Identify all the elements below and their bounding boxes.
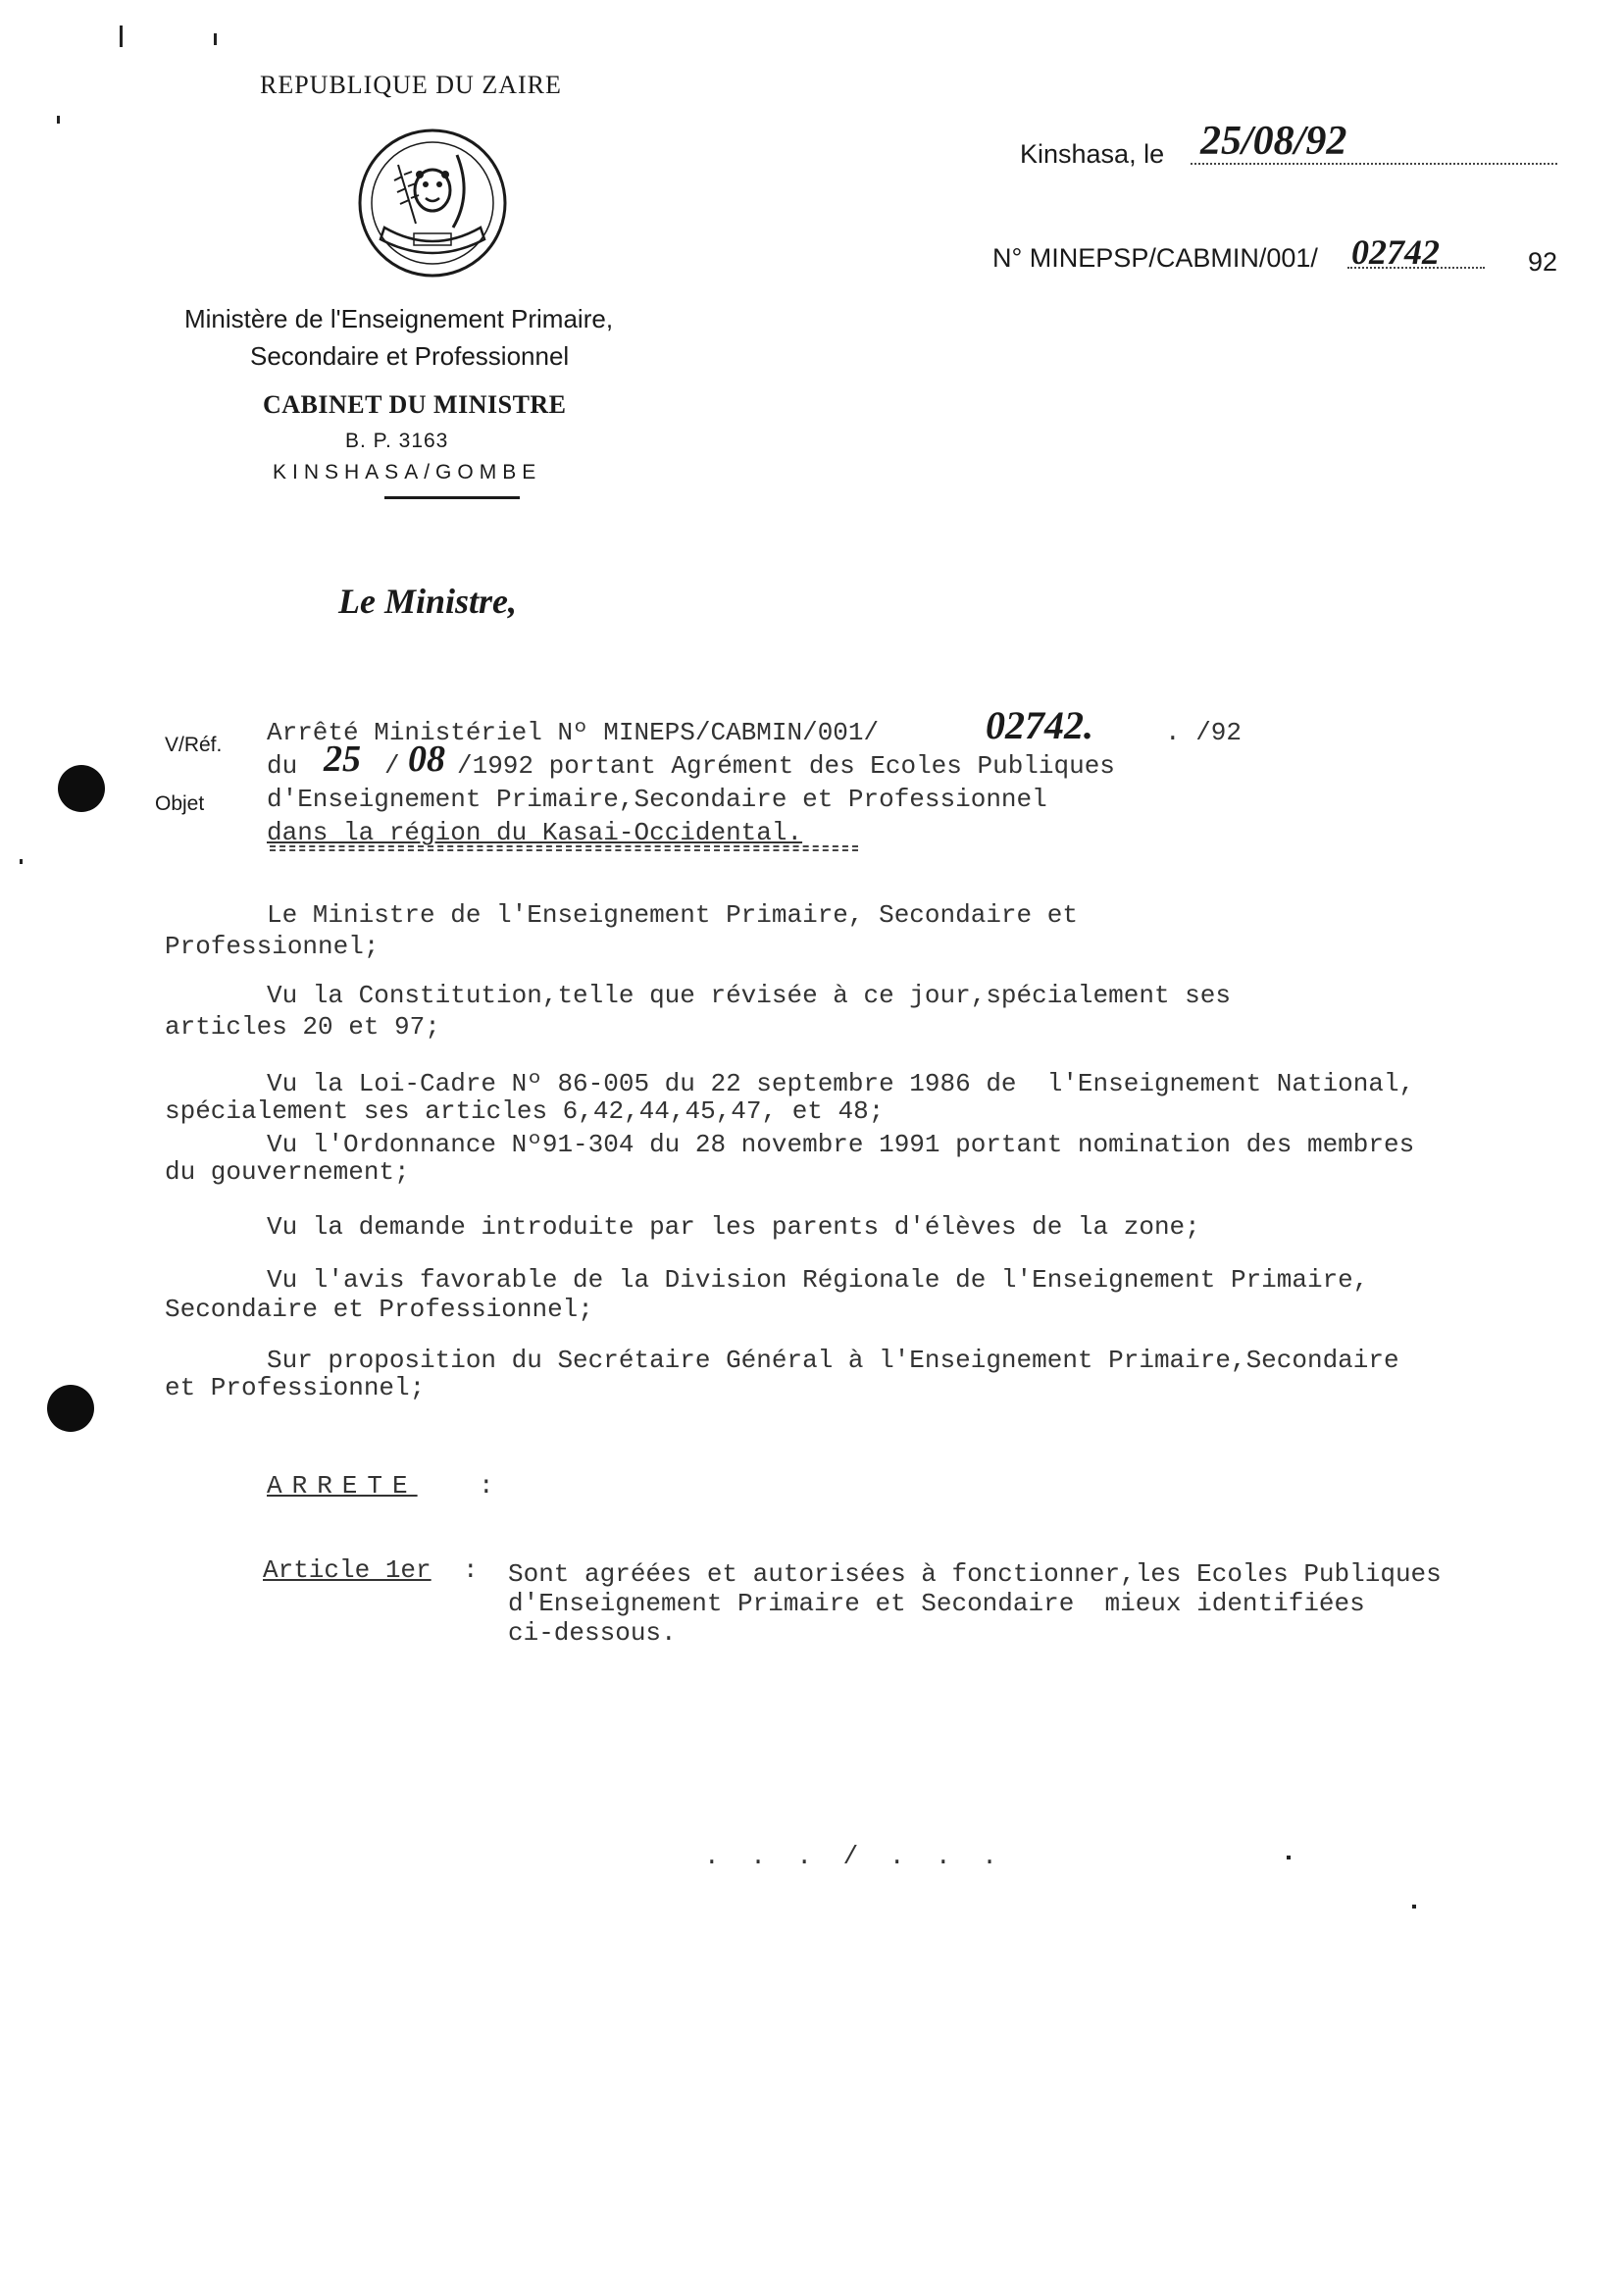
consideration-line: Vu l'Ordonnance Nº91-304 du 28 novembre 1991 portant nomination des membres [267,1130,1415,1159]
vref-label: V/Réf. [165,734,223,756]
consideration-line: Secondaire et Professionnel; [165,1295,593,1324]
scan-speck [214,33,217,45]
arrete-colon: : [479,1471,494,1501]
subject-date-separator: / [384,751,400,781]
article1-colon: : [463,1555,479,1585]
city-address: KINSHASA/GOMBE [273,461,542,484]
handwritten-reference-number: 02742 [1351,232,1440,272]
date-dotted-line [1191,163,1557,165]
national-emblem [355,126,510,280]
subject-line1: Arrêté Ministériel Nº MINEPS/CABMIN/001/ [267,718,880,747]
arrete-heading: ARRETE [267,1471,418,1501]
reference-year: 92 [1528,247,1558,277]
article1-line: ci-dessous. [508,1618,677,1648]
article1-line: d'Enseignement Primaire et Secondaire mieux identifiées [508,1589,1365,1618]
article1-line: Sont agréées et autorisées à fonctionner,les Ecoles Publiques [508,1559,1442,1589]
scan-speck [120,25,123,47]
consideration-line: articles 20 et 97; [165,1012,440,1042]
subject-handwritten-day: 25 [324,738,361,780]
punch-hole [58,765,105,812]
scan-speck [20,859,23,864]
ministry-name-line2: Secondaire et Professionnel [250,341,570,371]
ministry-name-line1: Ministère de l'Enseignement Primaire, [184,304,614,333]
consideration-line: Sur proposition du Secrétaire Général à l'Enseignement Primaire,Secondaire [267,1346,1399,1375]
consideration-line: Professionnel; [165,932,380,961]
signatory-title: Le Ministre, [338,582,518,621]
place-date-label: Kinshasa, le [1020,139,1165,169]
subject-handwritten-number: 02742. [986,703,1093,747]
address-underline [384,496,520,499]
consideration-line: Le Ministre de l'Enseignement Primaire, Secondaire et [267,900,1078,930]
handwritten-date: 25/08/92 [1200,119,1347,164]
punch-hole [47,1385,94,1432]
subject-line2-start: du [267,751,298,781]
reference-label: N° MINEPSP/CABMIN/001/ [992,243,1318,273]
republic-heading: REPUBLIQUE DU ZAIRE [260,71,562,99]
subject-line4: dans la région du Kasai-Occidental. [267,818,803,847]
subject-handwritten-month: 08 [408,738,445,780]
subject-double-rule [270,845,858,851]
subject-line3: d'Enseignement Primaire,Secondaire et Professionnel [267,785,1047,814]
objet-label: Objet [155,792,205,815]
consideration-line: et Professionnel; [165,1373,426,1402]
consideration-line: du gouvernement; [165,1157,410,1187]
cabinet-heading: CABINET DU MINISTRE [263,390,567,419]
consideration-line: Vu l'avis favorable de la Division Régionale de l'Enseignement Primaire, [267,1265,1369,1295]
postal-box: B. P. 3163 [345,430,449,452]
consideration-line: Vu la Constitution,telle que révisée à ce jour,spécialement ses [267,981,1231,1010]
consideration-line: Vu la Loi-Cadre Nº 86-005 du 22 septembre 1986 de l'Enseignement National, [267,1069,1415,1098]
subject-line1-tail: . /92 [1165,718,1243,747]
consideration-line: Vu la demande introduite par les parents d'élèves de la zone; [267,1212,1200,1242]
reference-dotted-line [1347,267,1485,269]
article1-label: Article 1er [263,1555,431,1585]
continuation-mark: . . . / . . . [704,1842,1005,1871]
scan-speck [57,116,60,124]
scan-speck [1287,1856,1291,1859]
scan-speck [1412,1905,1416,1909]
subject-line2-rest: /1992 portant Agrément des Ecoles Publiques [457,751,1115,781]
consideration-line: spécialement ses articles 6,42,44,45,47, et 48; [165,1096,885,1126]
